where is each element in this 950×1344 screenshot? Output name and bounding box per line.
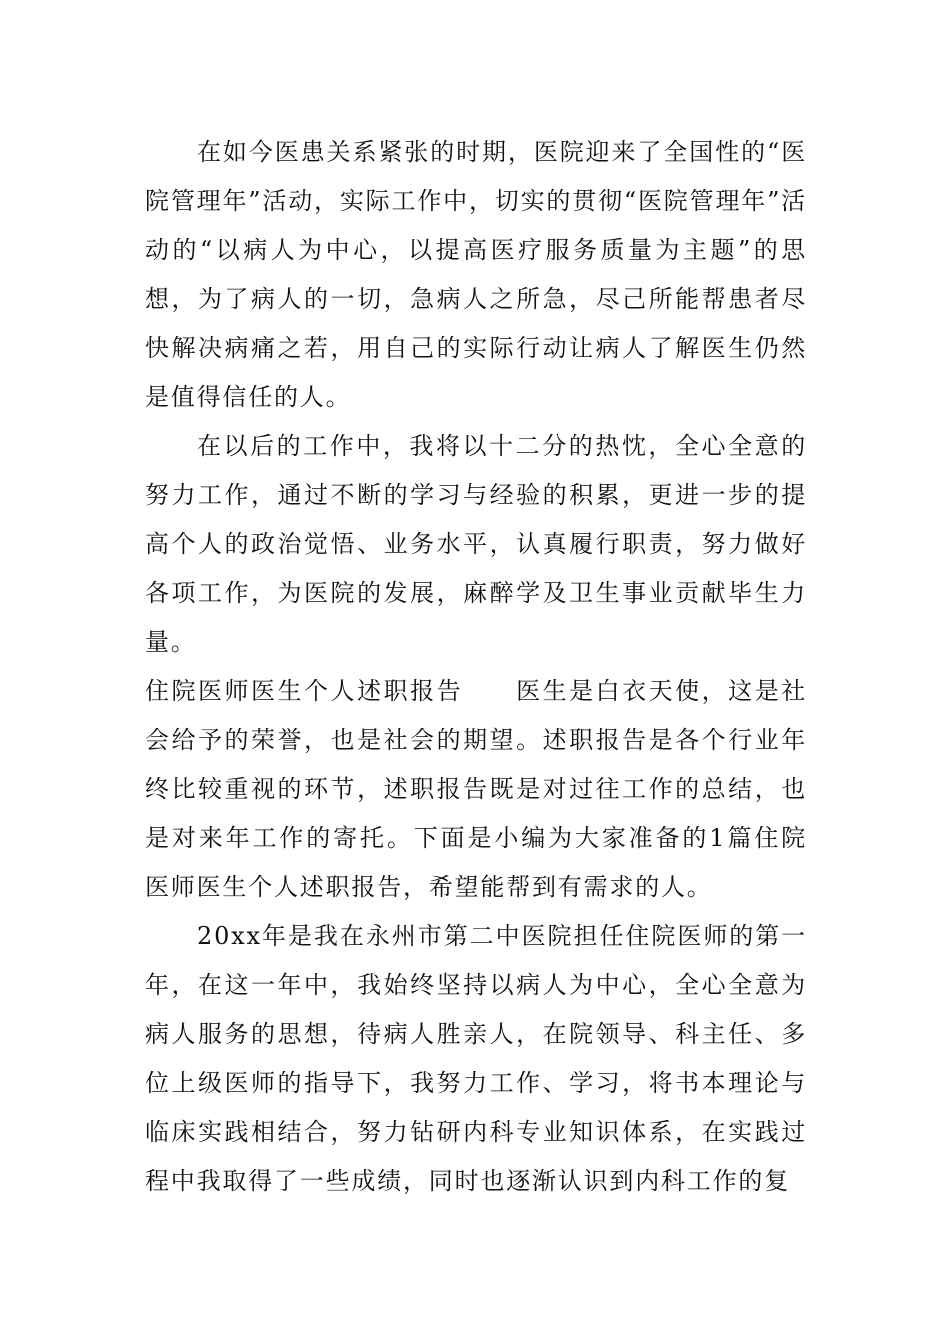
paragraph-future-work: 在以后的工作中，我将以十二分的热忱，全心全意的努力工作，通过不断的学习与经验的积累，更进一步的提高个人的政治觉悟、业务水平，认真履行职责，努力做好各项工作，为医院的发展，麻醉学及卫生事业贡献毕生力量。 xyxy=(145,432,807,656)
paragraph-hospital-management-year: 在如今医患关系紧张的时期，医院迎来了全国性的“医院管理年”活动，实际工作中，切实的贯彻“医院管理年”活动的“以病人为中心，以提高医疗服务质量为主题”的思想，为了病人的一切，急病人之所急，尽己所能帮患者尽快解决病痛之若，用自己的实际行动让病人了解医生仍然是值得信任的人。 xyxy=(145,138,807,411)
paragraph-report-intro: 住院医师医生个人述职报告 医生是白衣天使，这是社会给予的荣誉，也是社会的期望。述职报告是各个行业年终比较重视的环节，述职报告既是对过往工作的总结，也是对来年工作的寄托。下面是小编为大家准备的1篇住院医师医生个人述职报告，希望能帮到有需求的人。 xyxy=(145,677,807,901)
paragraph-first-year: 20xx年是我在永州市第二中医院担任住院医师的第一年，在这一年中，我始终坚持以病人为中心，全心全意为病人服务的思想，待病人胜亲人，在院领导、科主任、多位上级医师的指导下，我努力工作、学习，将书本理论与临床实践相结合，努力钻研内科专业知识体系，在实践过程中我取得了一些成绩，同时也逐渐认识到内科工作的复 xyxy=(145,922,807,1195)
document-body xyxy=(145,128,807,1206)
